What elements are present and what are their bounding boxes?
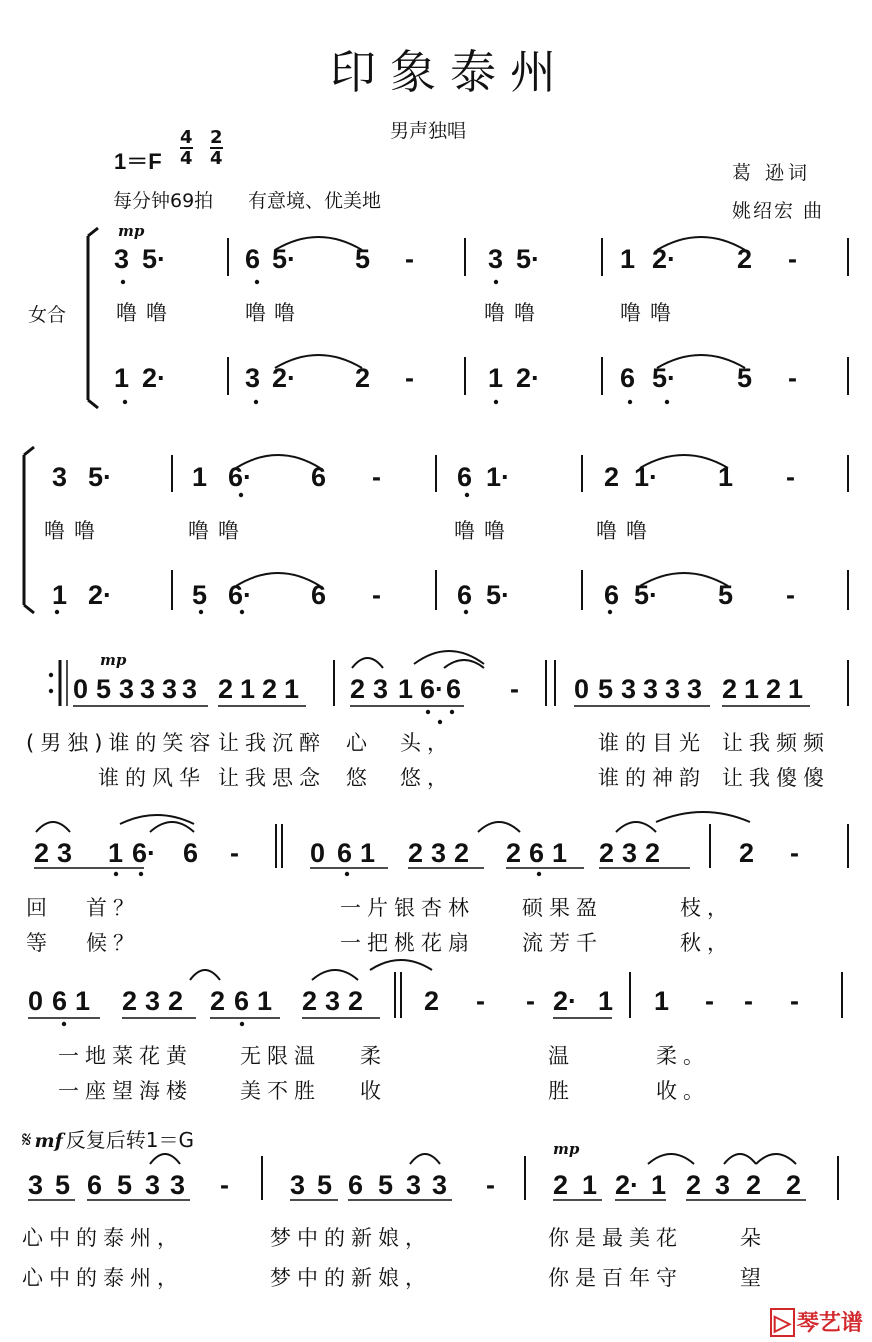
r6-note: 2 — [553, 1170, 569, 1200]
s2-lower-note: 2· — [88, 580, 113, 610]
r6-note: 3 — [28, 1170, 44, 1200]
s2-lower-note: 5 — [192, 580, 208, 610]
r3-note: 2 — [766, 674, 782, 704]
r5-note: 2 — [122, 986, 138, 1016]
r5-note: 3 — [325, 986, 341, 1016]
r3-note: 3 — [687, 674, 703, 704]
tie — [656, 812, 750, 822]
r3-lyric: 让我频频 — [722, 731, 830, 755]
r3-note: 1 — [398, 674, 414, 704]
r5-lyric: 柔。 — [656, 1044, 710, 1068]
repeat-dot — [49, 689, 53, 693]
r4-note: 6· — [132, 838, 157, 868]
slur — [724, 1154, 756, 1164]
slur — [478, 822, 520, 832]
r3-note: 3 — [119, 674, 135, 704]
s2-upper-note: 2 — [604, 462, 620, 492]
r6-note: 1 — [582, 1170, 598, 1200]
s1-upper-note: 6 — [245, 244, 261, 274]
slur — [352, 658, 383, 668]
r3-note: 3 — [182, 674, 198, 704]
r5-lyric: 无限温 — [240, 1044, 321, 1068]
slur — [616, 822, 656, 832]
s2-lower-note: 5· — [486, 580, 511, 610]
r3-lyric: 让我沉醉 — [218, 731, 326, 755]
r3-note: 2 — [722, 674, 738, 704]
r5-note: 3 — [145, 986, 161, 1016]
r5-lyric: 收。 — [656, 1079, 710, 1103]
r4-note: 2 — [34, 838, 50, 868]
r3-lyric: 头， — [400, 731, 454, 755]
r6-note: 6 — [348, 1170, 364, 1200]
s1-lower-note: 2· — [142, 363, 167, 393]
r6-lyric: 望 — [740, 1266, 767, 1290]
s2-lyric: 噜 — [596, 519, 617, 543]
logo-icon: ▷ — [770, 1308, 795, 1337]
r5-note: - — [526, 986, 535, 1016]
s1-lyric: 噜 — [116, 301, 137, 325]
r6-note: 2 — [686, 1170, 702, 1200]
r6-note: 2 — [786, 1170, 802, 1200]
r6-note: 5 — [55, 1170, 71, 1200]
part-label: 女合 — [28, 304, 67, 326]
r6-lyric: 朵 — [740, 1226, 767, 1250]
r5-note: - — [744, 986, 753, 1016]
s1-lower-note: 6 — [620, 363, 636, 393]
s1-lower-note: 2· — [516, 363, 541, 393]
time-signature-24: $\frac{2}{4}$ — [210, 127, 223, 169]
r5-lyric: 胜 — [548, 1079, 575, 1103]
r3-note: 3 — [373, 674, 389, 704]
lyricist: 葛 逊词 — [732, 162, 812, 184]
s1-lyric: 噜 — [484, 301, 505, 325]
r3-lyric: (男独)谁的笑容 — [26, 731, 217, 755]
octave-dot — [114, 872, 118, 876]
r6-note: - — [486, 1170, 495, 1200]
composer: 姚绍宏 曲 — [732, 200, 825, 222]
r6-note: 3 — [290, 1170, 306, 1200]
s2-lower-note: 1 — [52, 580, 68, 610]
r6-lyric: 心中的泰州， — [22, 1266, 184, 1290]
tie — [370, 960, 432, 970]
r5-lyric: 柔 — [360, 1044, 387, 1068]
r3-note: 5 — [598, 674, 614, 704]
r4-lyric: 秋， — [680, 931, 734, 955]
r4-note: 3 — [622, 838, 638, 868]
r5-lyric: 收 — [360, 1079, 387, 1103]
r6-note: 3 — [715, 1170, 731, 1200]
r3-note: 3 — [665, 674, 681, 704]
r3-note: 1 — [240, 674, 256, 704]
dynamic-mf: mf — [34, 1130, 63, 1152]
s2-lower-note: - — [372, 580, 381, 610]
r3-lyric: 让我傻傻 — [722, 766, 830, 790]
s2-lyric: 噜 — [626, 519, 647, 543]
s1-upper-note: 5· — [272, 244, 297, 274]
octave-dot — [345, 872, 349, 876]
octave-dot — [665, 400, 669, 404]
s1-upper-note: - — [405, 244, 414, 274]
r6-note: 6 — [87, 1170, 103, 1200]
r3-lyric: 让我思念 — [218, 766, 326, 790]
slur — [648, 1154, 694, 1164]
s2-upper-note: 6 — [311, 462, 327, 492]
s2-lyric: 噜 — [188, 519, 209, 543]
r3-note: 1 — [788, 674, 804, 704]
r6-note: 2 — [746, 1170, 762, 1200]
slur — [150, 1154, 180, 1164]
s1-upper-note: 2· — [652, 244, 677, 274]
r4-note: - — [230, 838, 239, 868]
s1-lower-note: 1 — [114, 363, 130, 393]
system-bracket — [24, 605, 34, 613]
r4-lyric: 流芳千 — [522, 931, 603, 955]
slur — [756, 1154, 796, 1164]
r5-note: - — [790, 986, 799, 1016]
r4-lyric: 枝， — [680, 896, 734, 920]
r4-note: 1 — [108, 838, 124, 868]
octave-dot — [537, 872, 541, 876]
r3-lyric: 谁的风华 — [98, 766, 206, 790]
r4-note: 2 — [599, 838, 615, 868]
slur — [36, 822, 70, 832]
s1-upper-note: 5· — [142, 244, 167, 274]
r3-note: 6 — [446, 674, 462, 704]
s2-lower-note: 6 — [457, 580, 473, 610]
s1-upper-note: 2 — [737, 244, 753, 274]
r4-note: 3 — [431, 838, 447, 868]
repeat-dot — [49, 673, 53, 677]
r4-note: 3 — [57, 838, 73, 868]
r6-note: 3 — [406, 1170, 422, 1200]
r4-note: 2 — [739, 838, 755, 868]
slur — [410, 1154, 440, 1164]
s2-lower-note: 6 — [604, 580, 620, 610]
s1-lyric: 噜 — [274, 301, 295, 325]
s1-lyric: 噜 — [146, 301, 167, 325]
r4-note: 2 — [645, 838, 661, 868]
r6-note: 5 — [378, 1170, 394, 1200]
r3-lyric: 悠， — [400, 766, 454, 790]
subtitle: 男声独唱 — [390, 120, 467, 142]
r6-note: 3 — [432, 1170, 448, 1200]
s2-lower-note: 5· — [634, 580, 659, 610]
s2-upper-note: 5· — [88, 462, 113, 492]
s2-lyric: 噜 — [218, 519, 239, 543]
r4-note: - — [790, 838, 799, 868]
octave-dot — [123, 400, 127, 404]
r3-note: 3 — [621, 674, 637, 704]
r5-note: 2 — [424, 986, 440, 1016]
song-title: 印象泰州 — [330, 45, 570, 99]
r5-note: 6 — [52, 986, 68, 1016]
r5-note: 2· — [553, 986, 578, 1016]
octave-dot — [628, 400, 632, 404]
r3-lyric: 谁的神韵 — [598, 766, 706, 790]
r5-note: 1 — [598, 986, 614, 1016]
s1-lower-note: 2 — [355, 363, 371, 393]
s1-lyric: 噜 — [650, 301, 671, 325]
r6-lyric: 梦中的新娘， — [270, 1226, 432, 1250]
s2-upper-note: - — [372, 462, 381, 492]
r5-note: 2 — [348, 986, 364, 1016]
r5-note: 2 — [210, 986, 226, 1016]
r3-note: - — [510, 674, 519, 704]
octave-dot — [494, 400, 498, 404]
r3-note: 2 — [350, 674, 366, 704]
r4-note: 1 — [552, 838, 568, 868]
s2-upper-note: 3 — [52, 462, 68, 492]
s2-lower-note: 6 — [311, 580, 327, 610]
r3-note: 3 — [643, 674, 659, 704]
r6-note: - — [220, 1170, 229, 1200]
r5-lyric: 一座望海楼 — [58, 1079, 193, 1103]
r3-note: 1 — [284, 674, 300, 704]
r4-lyric: 等 — [26, 931, 53, 955]
s2-upper-note: - — [786, 462, 795, 492]
octave-dot — [254, 400, 258, 404]
octave-dot — [450, 710, 454, 714]
r3-lyric: 悠 — [346, 766, 373, 790]
s1-lower-note: 1 — [488, 363, 504, 393]
tempo: 每分钟69拍 — [113, 190, 214, 212]
r4-lyric: 一片银杏林 — [340, 896, 475, 920]
s2-lyric: 噜 — [44, 519, 65, 543]
slur — [150, 822, 194, 832]
s1-lyric: 噜 — [245, 301, 266, 325]
s1-lyric: 噜 — [620, 301, 641, 325]
r4-note: 2 — [506, 838, 522, 868]
s2-upper-note: 1 — [192, 462, 208, 492]
s1-lower-note: - — [788, 363, 797, 393]
r3-note: 1 — [744, 674, 760, 704]
s1-lower-note: - — [405, 363, 414, 393]
s2-lyric: 噜 — [484, 519, 505, 543]
r4-note: 0 — [310, 838, 326, 868]
r6-lyric: 心中的泰州， — [22, 1226, 184, 1250]
r3-note: 3 — [162, 674, 178, 704]
s1-upper-note: - — [788, 244, 797, 274]
r4-lyric: 首？ — [86, 896, 140, 920]
watermark-logo: ▷ 琴艺谱 — [770, 1306, 863, 1337]
octave-dot — [240, 1022, 244, 1026]
r5-note: 6 — [234, 986, 250, 1016]
s2-lyric: 噜 — [454, 519, 475, 543]
s1-lower-note: 2· — [272, 363, 297, 393]
s2-upper-note: 1 — [718, 462, 734, 492]
segno-icon: 𝄋 — [22, 1128, 32, 1153]
dynamic-mp-1: mp — [118, 222, 145, 240]
r3-note: 2 — [262, 674, 278, 704]
r6-note: 3 — [170, 1170, 186, 1200]
tie — [120, 815, 194, 824]
s2-lower-note: 6· — [228, 580, 253, 610]
s1-lower-note: 5 — [737, 363, 753, 393]
r4-note: 1 — [360, 838, 376, 868]
octave-dot — [139, 872, 143, 876]
r3-note: 0 — [73, 674, 89, 704]
r5-note: 2 — [168, 986, 184, 1016]
r4-note: 6 — [337, 838, 353, 868]
r5-note: - — [705, 986, 714, 1016]
r5-note: 1 — [257, 986, 273, 1016]
r3-note: 5 — [96, 674, 112, 704]
r4-note: 2 — [454, 838, 470, 868]
s1-upper-note: 5 — [355, 244, 371, 274]
time-signature-44: $\frac{4}{4}$ — [180, 127, 193, 169]
r3-note: 3 — [140, 674, 156, 704]
s2-lower-note: 5 — [718, 580, 734, 610]
s2-upper-note: 6· — [228, 462, 253, 492]
r5-note: 1 — [75, 986, 91, 1016]
r4-lyric: 一把桃花扇 — [340, 931, 475, 955]
r4-lyric: 回 — [26, 896, 53, 920]
r6-note: 3 — [145, 1170, 161, 1200]
dynamic-mp-3: mp — [553, 1140, 580, 1158]
octave-dot — [255, 280, 259, 284]
octave-dot — [62, 1022, 66, 1026]
slur — [190, 970, 220, 980]
r4-lyric: 候？ — [86, 931, 140, 955]
key-change-instruction: 反复后转1＝G — [65, 1128, 194, 1152]
s1-upper-note: 5· — [516, 244, 541, 274]
r6-lyric: 你是最美花 — [548, 1226, 683, 1250]
r6-note: 2· — [615, 1170, 640, 1200]
s1-lower-note: 5· — [652, 363, 677, 393]
r5-note: 1 — [654, 986, 670, 1016]
system-bracket — [88, 400, 98, 408]
r5-lyric: 一地菜花黄 — [58, 1044, 193, 1068]
r4-lyric: 硕果盈 — [522, 896, 603, 920]
r5-note: 2 — [302, 986, 318, 1016]
octave-dot — [121, 280, 125, 284]
r3-note: 0 — [574, 674, 590, 704]
s1-upper-note: 3 — [114, 244, 130, 274]
octave-dot — [438, 720, 442, 724]
r4-note: 6 — [529, 838, 545, 868]
r6-note: 5 — [117, 1170, 133, 1200]
r5-lyric: 温 — [548, 1044, 575, 1068]
r4-note: 2 — [408, 838, 424, 868]
s1-upper-note: 3 — [488, 244, 504, 274]
r6-note: 1 — [651, 1170, 667, 1200]
slur — [312, 970, 358, 980]
system-bracket — [88, 228, 98, 236]
octave-dot — [494, 280, 498, 284]
dynamic-mp-2: mp — [100, 651, 127, 669]
r6-note: 5 — [317, 1170, 333, 1200]
r6-lyric: 梦中的新娘， — [270, 1266, 432, 1290]
expression: 有意境、优美地 — [248, 190, 382, 212]
s2-upper-note: 1· — [634, 462, 659, 492]
r6-lyric: 你是百年守 — [548, 1266, 683, 1290]
octave-dot — [239, 493, 243, 497]
r3-lyric: 心 — [346, 731, 373, 755]
s1-upper-note: 1 — [620, 244, 636, 274]
s1-lower-note: 3 — [245, 363, 261, 393]
r5-note: - — [476, 986, 485, 1016]
s2-upper-note: 6 — [457, 462, 473, 492]
octave-dot — [465, 493, 469, 497]
r3-note: 6· — [420, 674, 445, 704]
s2-upper-note: 1· — [486, 462, 511, 492]
system-bracket — [24, 447, 34, 455]
s2-lower-note: - — [786, 580, 795, 610]
slur — [444, 660, 484, 668]
r4-note: 6 — [183, 838, 199, 868]
r5-lyric: 美不胜 — [240, 1079, 321, 1103]
r3-note: 2 — [218, 674, 234, 704]
s2-lyric: 噜 — [74, 519, 95, 543]
s1-lyric: 噜 — [514, 301, 535, 325]
octave-dot — [426, 710, 430, 714]
r5-note: 0 — [28, 986, 44, 1016]
key-signature: 1＝F — [114, 149, 162, 174]
r3-lyric: 谁的目光 — [598, 731, 706, 755]
